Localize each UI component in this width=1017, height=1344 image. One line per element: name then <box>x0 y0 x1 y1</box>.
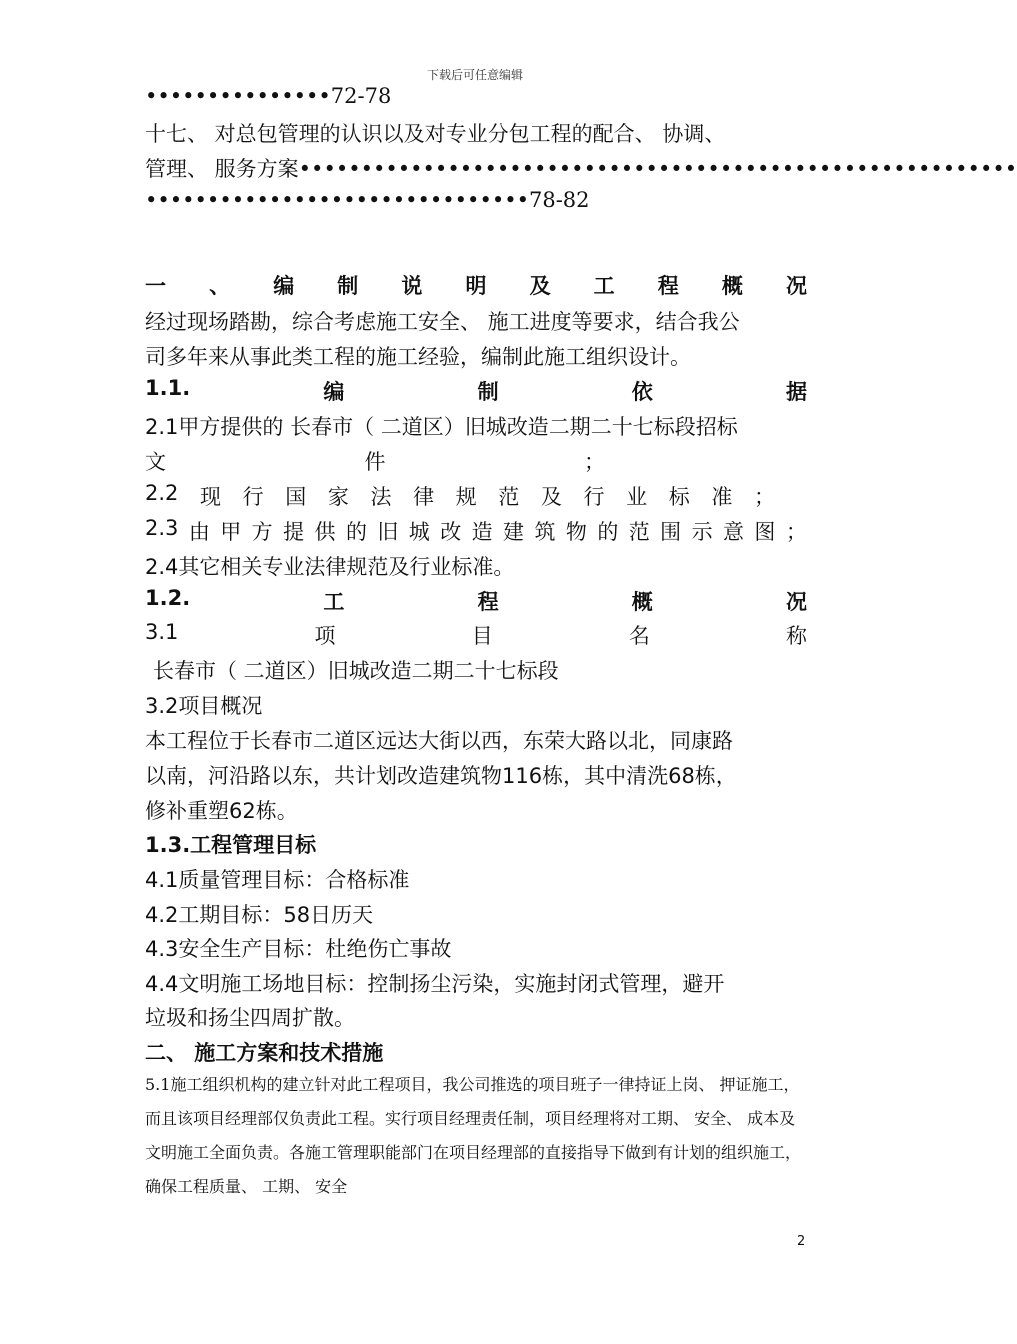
spread-char: 准 <box>711 485 733 509</box>
spread-char: ； <box>584 450 605 474</box>
spread-char: 行 <box>242 485 264 509</box>
spread-char: 提 <box>283 520 305 544</box>
section-2-title: 二、 施工方案和技术措施 <box>145 1041 384 1065</box>
list-item-2-4: 2.4其它相关专业法律规范及行业标准。 <box>145 555 515 579</box>
spread-char: 目 <box>471 624 493 648</box>
spread-char: 及 <box>540 485 562 509</box>
paragraph-5-1: 5.1施工组织机构的建立针对此工程项目，我公司推选的项目班子一律持证上岗、 押证施工，而且该项目经理部仅负责此工程。实行项目经理责任制，项目经理将对工期、 安全、 成本及文明施工全面负责。各施工管理职能部门在项目经理部的直接指导下做到有计划的组织施工，确保工程质量、 工期、 安全 <box>145 1075 802 1196</box>
intro-line: 司多年来从事此类工程的施工经验，编制此施工组织设计。 <box>145 345 691 369</box>
spread-char: 依 <box>631 380 653 404</box>
spread-char: 的 <box>345 520 367 544</box>
spread-char: 家 <box>327 485 349 509</box>
project-name: 长春市（ 二道区）旧城改造二期二十七标段 <box>153 659 559 683</box>
section-1-title <box>145 270 807 300</box>
spread-char: 方 <box>251 520 273 544</box>
spread-char: 规 <box>455 485 477 509</box>
spread-char: 旧 <box>377 520 399 544</box>
spread-char: 编 <box>273 274 295 298</box>
spread-char: 3.1 <box>145 620 179 644</box>
spread-char: 改 <box>440 520 462 544</box>
spread-char: 的 <box>597 520 619 544</box>
spread-char: 造 <box>471 520 493 544</box>
spread-char: 项 <box>314 624 336 648</box>
list-item-2-3 <box>145 516 807 546</box>
spread-char: 程 <box>477 590 499 614</box>
spread-char: 据 <box>786 380 807 404</box>
spread-char: 、 <box>209 274 231 298</box>
list-item-3-1 <box>145 620 807 650</box>
spread-char: 明 <box>465 274 487 298</box>
list-item-2-2 <box>145 481 775 511</box>
spread-char: 筑 <box>534 520 556 544</box>
intro-line: 经过现场踏勘，综合考虑施工安全、 施工进度等要求，结合我公 <box>145 310 740 334</box>
spread-char: 名 <box>628 624 650 648</box>
spread-char: 物 <box>565 520 587 544</box>
spread-char: 程 <box>657 274 679 298</box>
list-item-2-1-continued <box>145 446 605 476</box>
spread-char: 称 <box>785 624 807 648</box>
spread-char: 件 <box>364 450 386 474</box>
toc-line: 十七、 对总包管理的认识以及对专业分包工程的配合、 协调、 <box>145 122 726 146</box>
spread-char: 工 <box>323 590 345 614</box>
spread-char: 国 <box>285 485 307 509</box>
spread-char: 制 <box>337 274 359 298</box>
spread-char: 甲 <box>220 520 242 544</box>
spread-char: 律 <box>413 485 435 509</box>
spread-char: 法 <box>370 485 392 509</box>
spread-char: 意 <box>723 520 744 544</box>
spread-char: 及 <box>529 274 551 298</box>
list-item-4-2: 4.2工期目标：58日历天 <box>145 903 374 927</box>
spread-char: 现 <box>200 485 222 509</box>
list-item-4-3: 4.3安全生产目标：杜绝伤亡事故 <box>145 937 452 961</box>
list-item-2-1: 2.1甲方提供的 长春市（ 二道区）旧城改造二期二十七标段招标 <box>145 415 738 439</box>
heading-1-2 <box>145 586 807 616</box>
spread-char: 城 <box>408 520 430 544</box>
heading-1-1 <box>145 376 807 406</box>
spread-char: 2.2 <box>145 481 179 505</box>
spread-char: 制 <box>477 380 499 404</box>
list-item-3-2: 3.2项目概况 <box>145 694 263 718</box>
spread-char: 1.1. <box>145 376 191 400</box>
overview-line: 修补重塑62栋。 <box>145 799 298 823</box>
toc-line: •••••••••••••••72-78 <box>145 84 392 108</box>
spread-char: 围 <box>660 520 682 544</box>
spread-char: 概 <box>721 274 743 298</box>
spread-char: 由 <box>188 520 210 544</box>
page-number: 2 <box>797 1234 806 1249</box>
heading-1-3: 1.3.工程管理目标 <box>145 833 317 857</box>
toc-line: •••••••••••••••••••••••••••••••78-82 <box>145 188 590 212</box>
page-header: 下载后可任意编辑 <box>426 68 523 82</box>
toc-line: 管理、 服务方案•••••••••••••••••••••••••••••••••••••••••••••••••••••••••• <box>145 157 1017 181</box>
spread-char: 标 <box>668 485 690 509</box>
spread-char: 供 <box>314 520 336 544</box>
spread-char: 行 <box>583 485 605 509</box>
list-item-4-1: 4.1质量管理目标：合格标准 <box>145 868 410 892</box>
spread-char: 2.3 <box>145 516 179 540</box>
spread-char: 建 <box>503 520 525 544</box>
spread-char: ； <box>785 520 807 544</box>
overview-line: 以南，河沿路以东，共计划改造建筑物116栋，其中清洗68栋， <box>145 764 737 788</box>
spread-char: 况 <box>785 274 807 298</box>
spread-char: 范 <box>498 485 520 509</box>
spread-char: 工 <box>593 274 615 298</box>
spread-char: 说 <box>401 274 423 298</box>
list-item-4-4-continued: 垃圾和扬尘四周扩散。 <box>145 1006 355 1030</box>
list-item-4-4: 4.4文明施工场地目标：控制扬尘污染，实施封闭式管理，避开 <box>145 972 725 996</box>
spread-char: 文 <box>145 450 166 474</box>
spread-char: 业 <box>626 485 648 509</box>
spread-char: 1.2. <box>145 586 191 610</box>
spread-char: 编 <box>323 380 345 404</box>
spread-char: 范 <box>628 520 650 544</box>
spread-char: 况 <box>786 590 807 614</box>
overview-line: 本工程位于长春市二道区远达大街以西，东荣大路以北，同康路 <box>145 729 733 753</box>
spread-char: 示 <box>691 520 713 544</box>
spread-char: 概 <box>631 590 653 614</box>
spread-char: 图 <box>754 520 776 544</box>
spread-char: 一 <box>145 274 166 298</box>
spread-char: ； <box>753 485 775 509</box>
